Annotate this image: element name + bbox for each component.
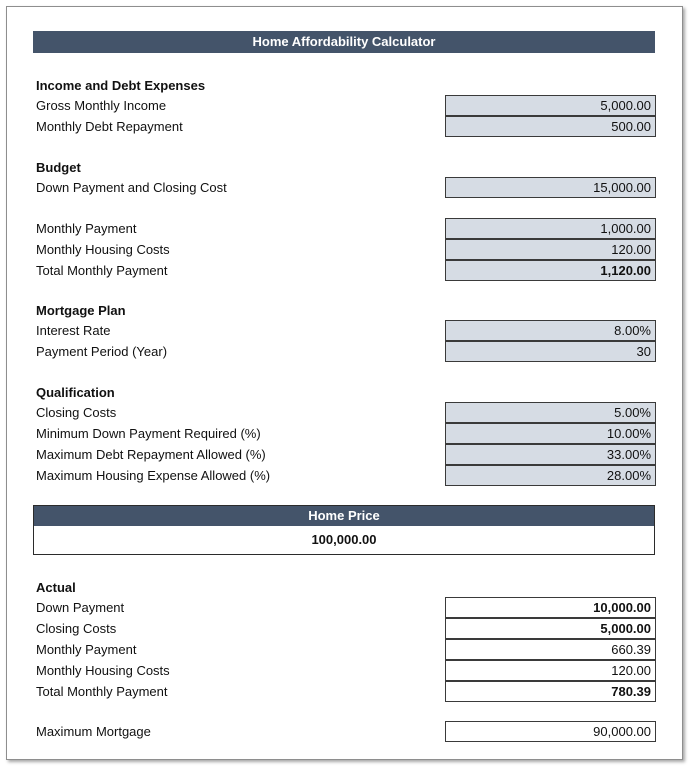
budget-housing-input[interactable]: 120.00: [445, 239, 656, 260]
budget-monthly-payment-input[interactable]: 1,000.00: [445, 218, 656, 239]
mortgage-section-heading: Mortgage Plan: [36, 303, 126, 318]
max-debt-input[interactable]: 33.00%: [445, 444, 656, 465]
down-closing-input[interactable]: 15,000.00: [445, 177, 656, 198]
max-debt-label: Maximum Debt Repayment Allowed (%): [36, 447, 266, 462]
payment-period-label: Payment Period (Year): [36, 344, 168, 359]
budget-section-heading: Budget: [36, 160, 81, 175]
max-housing-label: Maximum Housing Expense Allowed (%): [36, 468, 271, 483]
actual-total-value: 780.39: [445, 681, 656, 702]
max-mortgage-label: Maximum Mortgage: [36, 724, 151, 739]
debt-repayment-input[interactable]: 500.00: [445, 116, 656, 137]
budget-housing-label: Monthly Housing Costs: [36, 242, 170, 257]
debt-repayment-label: Monthly Debt Repayment: [36, 119, 183, 134]
actual-monthly-payment-label: Monthly Payment: [36, 642, 137, 657]
actual-housing-label: Monthly Housing Costs: [36, 663, 170, 678]
payment-period-input[interactable]: 30: [445, 341, 656, 362]
actual-closing-value: 5,000.00: [445, 618, 656, 639]
actual-closing-label: Closing Costs: [36, 621, 117, 636]
home-price-value: 100,000.00: [33, 526, 655, 555]
closing-costs-pct-input[interactable]: 5.00%: [445, 402, 656, 423]
actual-total-label: Total Monthly Payment: [36, 684, 168, 699]
home-price-heading: Home Price: [33, 505, 655, 527]
max-mortgage-value: 90,000.00: [445, 721, 656, 742]
down-closing-label: Down Payment and Closing Cost: [36, 180, 227, 195]
actual-monthly-payment-value: 660.39: [445, 639, 656, 660]
interest-rate-input[interactable]: 8.00%: [445, 320, 656, 341]
actual-down-value: 10,000.00: [445, 597, 656, 618]
gross-income-input[interactable]: 5,000.00: [445, 95, 656, 116]
calculator-title: Home Affordability Calculator: [33, 31, 655, 53]
actual-housing-value: 120.00: [445, 660, 656, 681]
min-down-label: Minimum Down Payment Required (%): [36, 426, 261, 441]
gross-income-label: Gross Monthly Income: [36, 98, 167, 113]
income-section-heading: Income and Debt Expenses: [36, 78, 206, 93]
actual-down-label: Down Payment: [36, 600, 125, 615]
budget-total-value: 1,120.00: [445, 260, 656, 281]
interest-rate-label: Interest Rate: [36, 323, 111, 338]
actual-section-heading: Actual: [36, 580, 76, 595]
budget-monthly-payment-label: Monthly Payment: [36, 221, 137, 236]
max-housing-input[interactable]: 28.00%: [445, 465, 656, 486]
closing-costs-pct-label: Closing Costs: [36, 405, 117, 420]
budget-total-label: Total Monthly Payment: [36, 263, 168, 278]
qualification-section-heading: Qualification: [36, 385, 115, 400]
min-down-input[interactable]: 10.00%: [445, 423, 656, 444]
